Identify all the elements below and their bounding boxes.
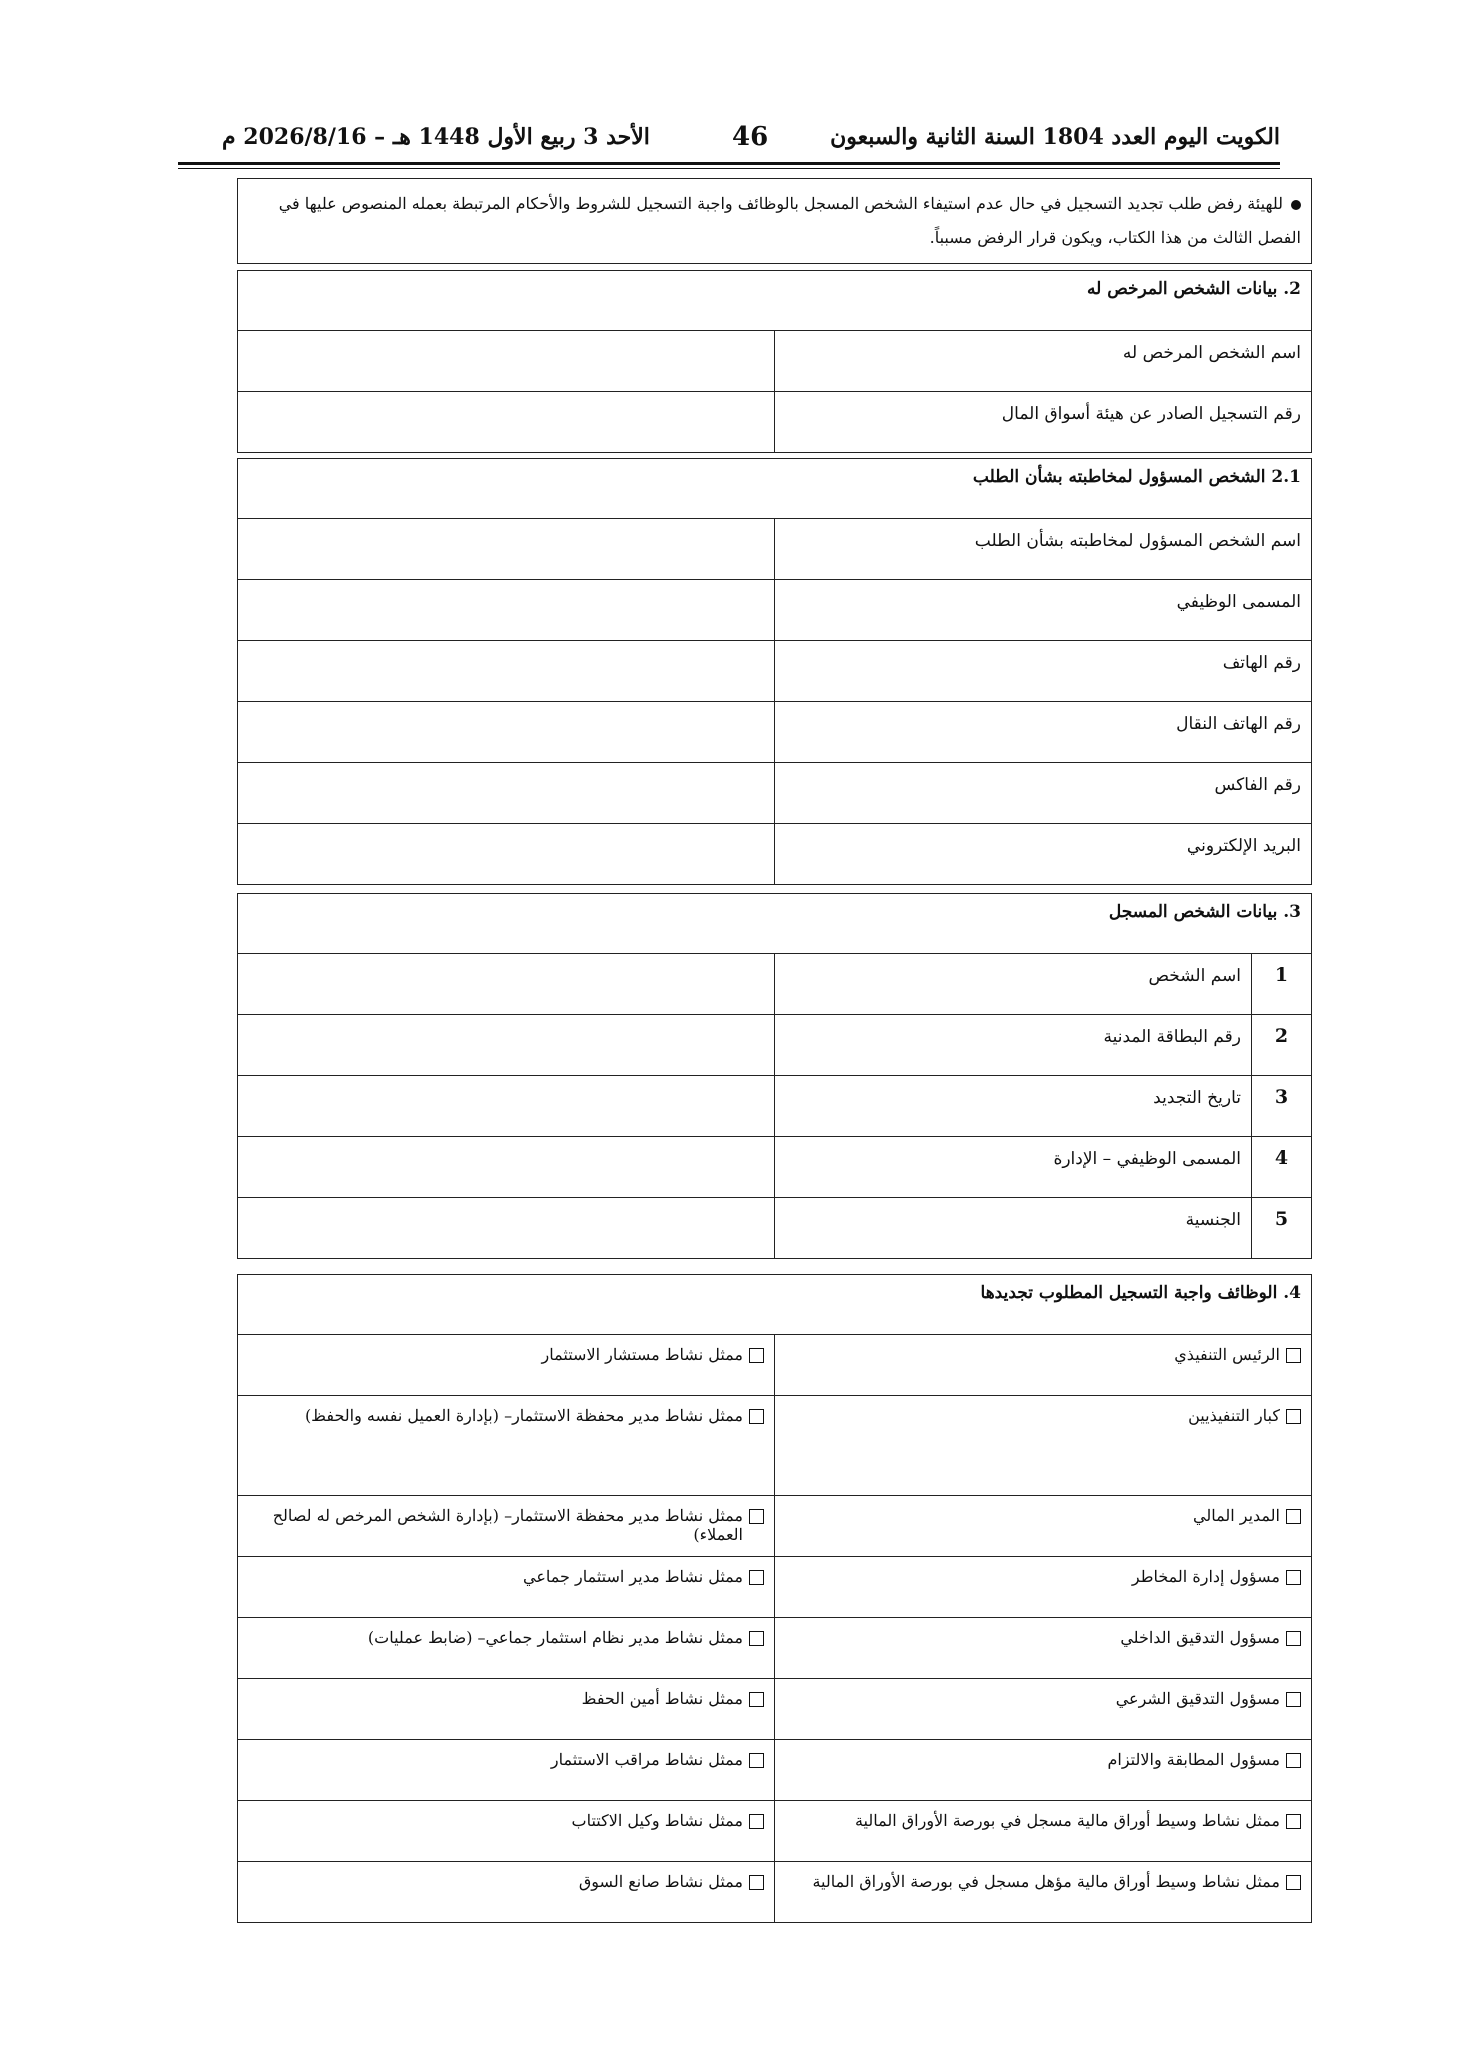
form-row	[238, 640, 1311, 701]
checkbox-icon[interactable]	[749, 1409, 764, 1424]
section-contact-person	[237, 458, 1312, 885]
header-date: الأحد 3 ربيع الأول 1448 هـ – 2026/8/16 م	[222, 124, 650, 150]
checkbox-icon[interactable]	[749, 1814, 764, 1829]
row-number: 5	[1251, 1198, 1311, 1258]
checkbox-icon[interactable]	[1286, 1409, 1301, 1424]
checkbox-icon[interactable]	[749, 1348, 764, 1363]
checkbox-icon[interactable]	[749, 1875, 764, 1890]
option-row	[238, 1617, 1311, 1678]
section-registered-person	[237, 893, 1312, 1259]
option-row	[238, 1334, 1311, 1395]
row-number: 2	[1251, 1015, 1311, 1075]
checkbox-icon[interactable]	[749, 1631, 764, 1646]
option-underwriting-agent[interactable]: ممثل نشاط وكيل الاكتتاب	[238, 1801, 775, 1861]
row-number: 3	[1251, 1076, 1311, 1136]
field-label: رقم الفاكس	[1214, 775, 1301, 795]
form-row	[238, 391, 1311, 452]
option-investment-controller[interactable]: ممثل نشاط مراقب الاستثمار	[238, 1740, 775, 1800]
option-row	[238, 1678, 1311, 1739]
form-row	[238, 701, 1311, 762]
option-custodian[interactable]: ممثل نشاط أمين الحفظ	[238, 1679, 775, 1739]
option-portfolio-manager-licensed[interactable]: ممثل نشاط مدير محفظة الاستثمار– (بإدارة الشخص المرخص له لصالح العملاء)	[238, 1496, 775, 1556]
licensed-person-name-field[interactable]	[238, 331, 775, 391]
form-row	[238, 953, 1311, 1014]
field-label: تاريخ التجديد	[1153, 1088, 1241, 1108]
option-row	[238, 1395, 1311, 1495]
job-title-field[interactable]	[238, 580, 775, 640]
email-field[interactable]	[238, 824, 775, 884]
option-senior-executives[interactable]: كبار التنفيذيين	[775, 1396, 1311, 1495]
checkbox-icon[interactable]	[1286, 1570, 1301, 1585]
field-label: رقم الهاتف	[1222, 653, 1301, 673]
checkbox-icon[interactable]	[1286, 1753, 1301, 1768]
checkbox-icon[interactable]	[1286, 1692, 1301, 1707]
header-rule-thin	[178, 168, 1280, 169]
page-header	[178, 120, 1280, 160]
option-compliance[interactable]: مسؤول المطابقة والالتزام	[775, 1740, 1311, 1800]
option-portfolio-manager-self[interactable]: ممثل نشاط مدير محفظة الاستثمار– (بإدارة العميل نفسه والحفظ)	[238, 1396, 775, 1495]
field-label: رقم الهاتف النقال	[1176, 714, 1301, 734]
option-row	[238, 1556, 1311, 1617]
checkbox-icon[interactable]	[1286, 1631, 1301, 1646]
section-licensed-person	[237, 270, 1312, 453]
option-row	[238, 1495, 1311, 1556]
form-row	[238, 518, 1311, 579]
person-name-field[interactable]	[238, 954, 775, 1014]
checkbox-icon[interactable]	[1286, 1509, 1301, 1524]
note-box	[237, 178, 1312, 264]
checkbox-icon[interactable]	[749, 1753, 764, 1768]
fax-field[interactable]	[238, 763, 775, 823]
form-row	[238, 1136, 1311, 1197]
registration-number-field[interactable]	[238, 392, 775, 452]
option-collective-scheme-operations[interactable]: ممثل نشاط مدير نظام استثمار جماعي– (ضابط عمليات)	[238, 1618, 775, 1678]
option-broker[interactable]: ممثل نشاط وسيط أوراق مالية مسجل في بورصة الأوراق المالية	[775, 1801, 1311, 1861]
checkbox-icon[interactable]	[1286, 1348, 1301, 1363]
checkbox-icon[interactable]	[1286, 1814, 1301, 1829]
option-investment-advisor[interactable]: ممثل نشاط مستشار الاستثمار	[238, 1335, 775, 1395]
checkbox-icon[interactable]	[749, 1570, 764, 1585]
page-number: 46	[732, 122, 769, 152]
option-market-maker[interactable]: ممثل نشاط صانع السوق	[238, 1862, 775, 1922]
option-ceo[interactable]: الرئيس التنفيذي	[775, 1335, 1311, 1395]
contact-name-field[interactable]	[238, 519, 775, 579]
phone-field[interactable]	[238, 641, 775, 701]
form-row	[238, 330, 1311, 391]
option-qualified-broker[interactable]: ممثل نشاط وسيط أوراق مالية مؤهل مسجل في بورصة الأوراق المالية	[775, 1862, 1311, 1922]
checkbox-icon[interactable]	[749, 1692, 764, 1707]
option-row	[238, 1861, 1311, 1922]
renewal-date-field[interactable]	[238, 1076, 775, 1136]
form-row	[238, 823, 1311, 884]
option-row	[238, 1739, 1311, 1800]
field-label: اسم الشخص	[1148, 966, 1241, 986]
header-publication: الكويت اليوم العدد 1804 السنة الثانية والسبعون	[830, 124, 1280, 150]
note-text: للهيئة رفض طلب تجديد التسجيل في حال عدم استيفاء الشخص المسجل بالوظائف واجبة التسجيل للشروط والأحكام المرتبطة بعمله المنصوص عليها في الفصل الثالث من هذا الكتاب، ويكون قرار الرفض مسبباً.	[278, 194, 1301, 247]
form-row	[238, 1197, 1311, 1258]
field-label: المسمى الوظيفي	[1176, 592, 1301, 612]
option-row	[238, 1800, 1311, 1861]
section-functions	[237, 1274, 1312, 1923]
checkbox-icon[interactable]	[749, 1509, 764, 1524]
row-number: 4	[1251, 1137, 1311, 1197]
bullet-icon	[1291, 200, 1301, 210]
option-risk-officer[interactable]: مسؤول إدارة المخاطر	[775, 1557, 1311, 1617]
option-cfo[interactable]: المدير المالي	[775, 1496, 1311, 1556]
form-row	[238, 579, 1311, 640]
section-title: 4. الوظائف واجبة التسجيل المطلوب تجديدها	[980, 1283, 1301, 1303]
field-label: الجنسية	[1185, 1210, 1241, 1230]
civil-id-field[interactable]	[238, 1015, 775, 1075]
option-collective-investment-manager[interactable]: ممثل نشاط مدير استثمار جماعي	[238, 1557, 775, 1617]
nationality-field[interactable]	[238, 1198, 775, 1258]
section-title: 3. بيانات الشخص المسجل	[1108, 902, 1301, 922]
field-label: اسم الشخص المرخص له	[1122, 343, 1301, 363]
form-row	[238, 762, 1311, 823]
form-row	[238, 1075, 1311, 1136]
row-number: 1	[1251, 954, 1311, 1014]
job-title-department-field[interactable]	[238, 1137, 775, 1197]
field-label: البريد الإلكتروني	[1186, 836, 1301, 856]
field-label: رقم التسجيل الصادر عن هيئة أسواق المال	[1001, 404, 1301, 424]
header-rule-thick	[178, 162, 1280, 165]
checkbox-icon[interactable]	[1286, 1875, 1301, 1890]
field-label: رقم البطاقة المدنية	[1103, 1027, 1241, 1047]
option-internal-audit[interactable]: مسؤول التدقيق الداخلي	[775, 1618, 1311, 1678]
option-sharia-audit[interactable]: مسؤول التدقيق الشرعي	[775, 1679, 1311, 1739]
field-label: المسمى الوظيفي – الإدارة	[1053, 1149, 1241, 1169]
section-title: 2. بيانات الشخص المرخص له	[1086, 279, 1301, 299]
mobile-field[interactable]	[238, 702, 775, 762]
field-label: اسم الشخص المسؤول لمخاطبته بشأن الطلب	[974, 531, 1301, 551]
form-row	[238, 1014, 1311, 1075]
section-title: 2.1 الشخص المسؤول لمخاطبته بشأن الطلب	[972, 467, 1301, 487]
